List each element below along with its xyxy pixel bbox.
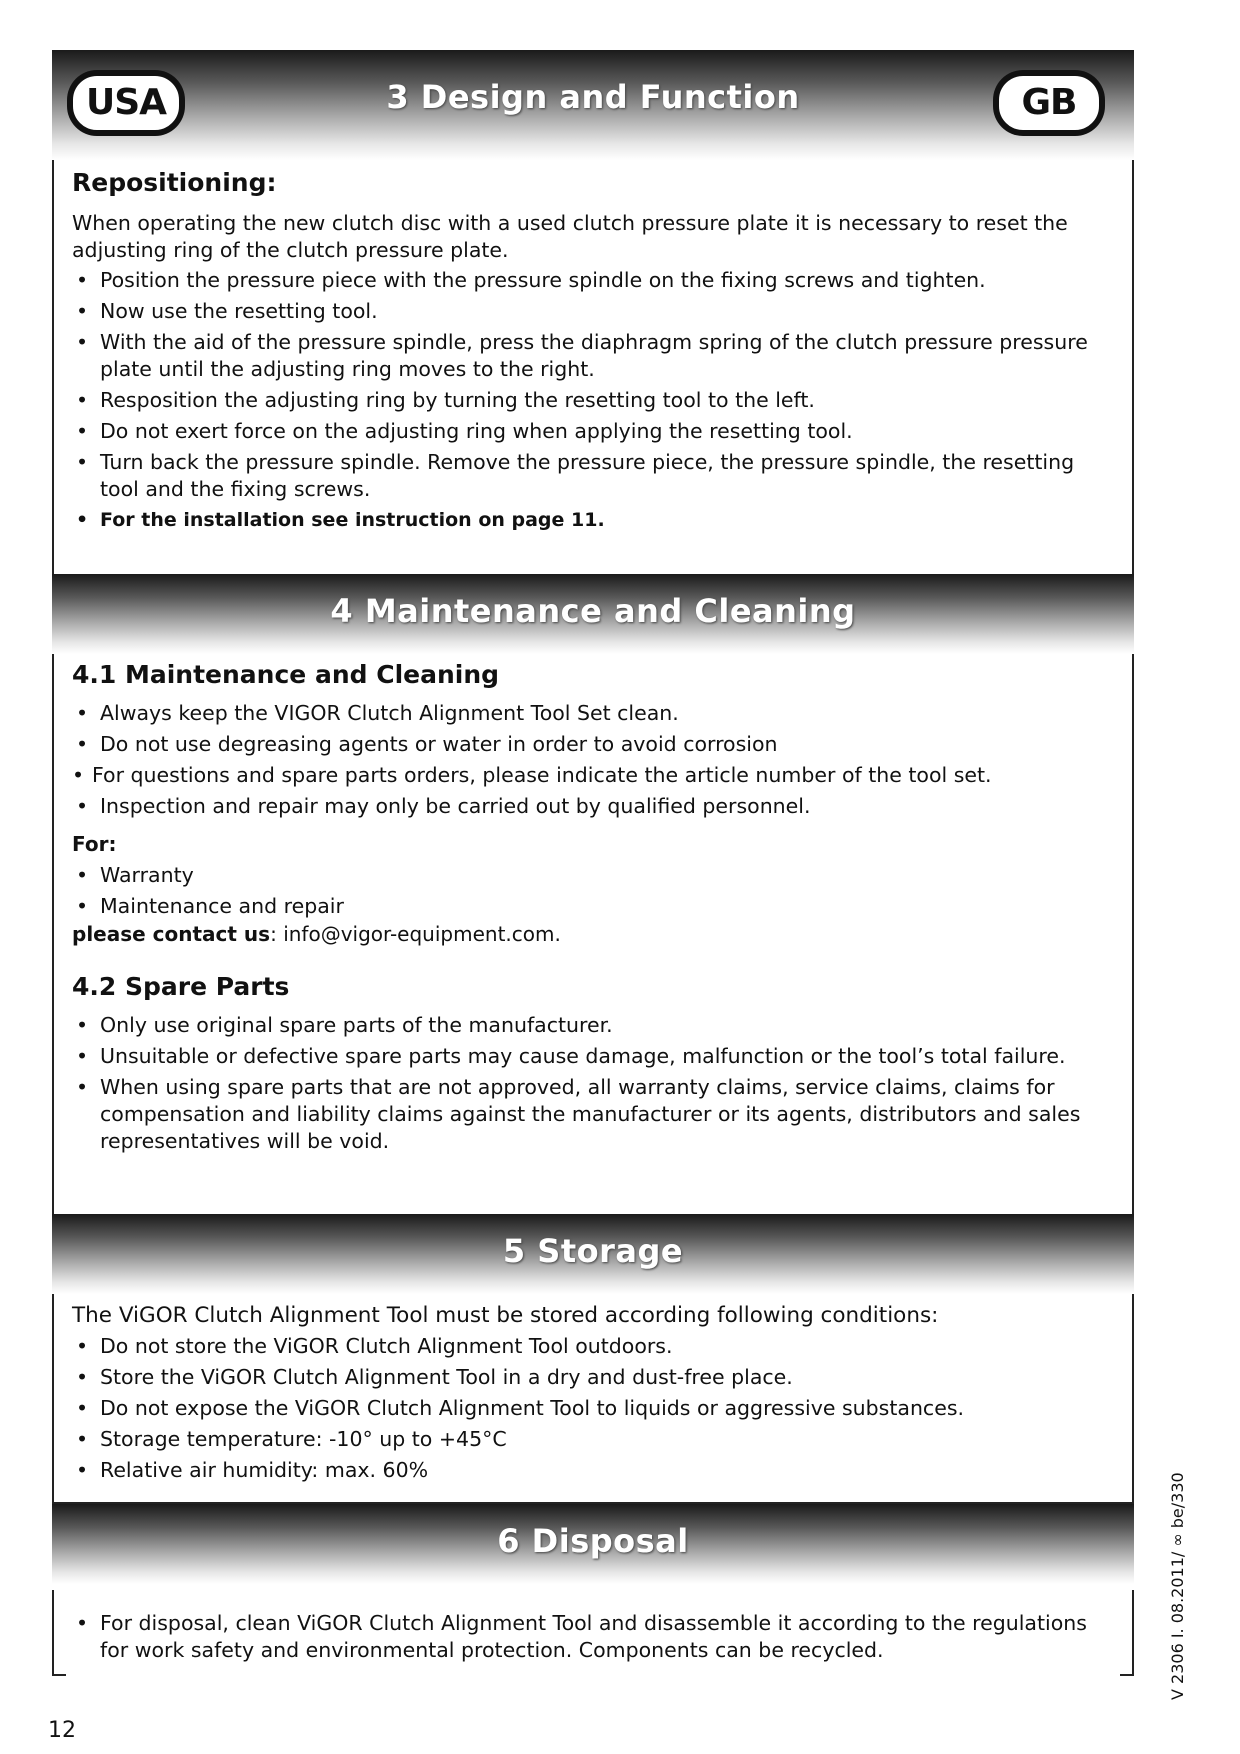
for-list	[72, 862, 1118, 924]
list-item: • Position the pressure piece with the pressure spindle on the fixing screws and tighten.	[72, 267, 1118, 294]
list-item: • Do not expose the ViGOR Clutch Alignment Tool to liquids or aggressive substances.	[72, 1395, 1118, 1422]
list-item: • Store the ViGOR Clutch Alignment Tool in a dry and dust-free place.	[72, 1364, 1118, 1391]
document-code: V 2306 I. 08.2011/ ∞ be/330	[1168, 1472, 1187, 1700]
design-function-title: 3 Design and Function	[386, 78, 800, 116]
list-item: • For disposal, clean ViGOR Clutch Alignment Tool and disassemble it according to the regulations for work safety and environmental protection. Components can be recycled.	[72, 1610, 1118, 1664]
for-label: For:	[72, 832, 117, 856]
maintenance-list	[72, 700, 1118, 824]
disposal-list	[72, 1610, 1118, 1668]
list-item: • Resposition the adjusting ring by turning the resetting tool to the left.	[72, 387, 1118, 414]
contact-email: info@vigor-equipment.com.	[283, 922, 561, 946]
usa-badge: USA	[70, 73, 182, 133]
storage-list	[72, 1333, 1118, 1488]
spare-parts-heading: 4.2 Spare Parts	[72, 972, 290, 1001]
disposal-bracket-right	[1120, 1590, 1134, 1676]
storage-intro: The ViGOR Clutch Alignment Tool must be stored according following conditions:	[72, 1303, 939, 1328]
list-item: • Unsuitable or defective spare parts may cause damage, malfunction or the tool’s total failure.	[72, 1043, 1118, 1070]
page-number: 12	[48, 1718, 76, 1743]
list-item: • When using spare parts that are not approved, all warranty claims, service claims, claims for compensation and liability claims against the manufacturer or its agents, distributors and sales representatives will be void.	[72, 1074, 1118, 1155]
gb-badge: GB	[996, 73, 1102, 133]
list-item: • Only use original spare parts of the manufacturer.	[72, 1012, 1118, 1039]
list-item: • Now use the resetting tool.	[72, 298, 1118, 325]
disposal-bracket-left	[52, 1590, 66, 1676]
list-item: • For questions and spare parts orders, please indicate the article number of the tool set.	[72, 762, 1118, 789]
list-item: • Storage temperature: -10° up to +45°C	[72, 1426, 1118, 1453]
contact-line	[72, 922, 561, 946]
list-item: • Inspection and repair may only be carried out by qualified personnel.	[72, 793, 1118, 820]
maintenance-heading: 4.1 Maintenance and Cleaning	[72, 660, 500, 689]
list-item: • Relative air humidity: max. 60%	[72, 1457, 1118, 1484]
list-item: • Always keep the VIGOR Clutch Alignment Tool Set clean.	[72, 700, 1118, 727]
list-item: • Do not use degreasing agents or water in order to avoid corrosion	[72, 731, 1118, 758]
list-item: • Turn back the pressure spindle. Remove the pressure piece, the pressure spindle, the resetting tool and the fixing screws.	[72, 449, 1118, 503]
contact-separator: :	[270, 922, 284, 946]
contact-label: please contact us	[72, 922, 271, 946]
list-item: • Warranty	[72, 862, 1118, 889]
repositioning-heading: Repositioning:	[72, 168, 277, 197]
installation-note: • For the installation see instruction on page 11.	[72, 507, 1118, 534]
list-item: • Do not store the ViGOR Clutch Alignment Tool outdoors.	[72, 1333, 1118, 1360]
repositioning-intro: When operating the new clutch disc with a used clutch pressure plate it is necessary to reset the adjusting ring of the clutch pressure plate.	[72, 211, 1068, 262]
storage-band-title: 5 Storage	[502, 1232, 684, 1270]
spare-parts-list	[72, 1012, 1118, 1159]
list-item: • Maintenance and repair	[72, 893, 1118, 920]
list-item: • Do not exert force on the adjusting ring when applying the resetting tool.	[72, 418, 1118, 445]
disposal-band-title: 6 Disposal	[497, 1522, 689, 1560]
list-item: • With the aid of the pressure spindle, press the diaphragm spring of the clutch pressure pressure plate until the adjusting ring moves to the right.	[72, 329, 1118, 383]
repositioning-list	[72, 267, 1118, 538]
maintenance-band-title: 4 Maintenance and Cleaning	[330, 592, 856, 630]
